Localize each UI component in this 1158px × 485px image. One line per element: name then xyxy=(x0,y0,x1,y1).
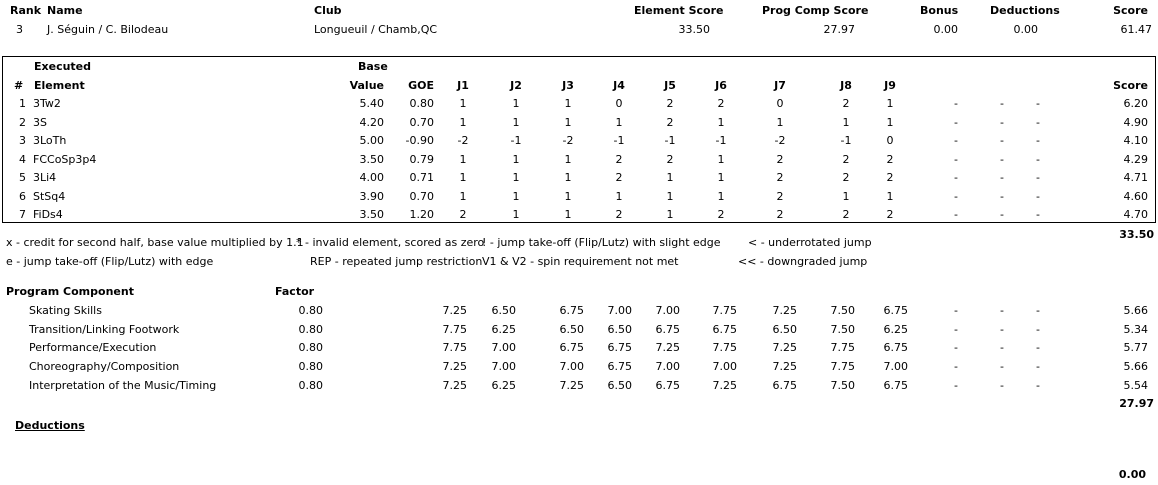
component-score: 5.66 xyxy=(1123,360,1148,374)
element-goe: 1.20 xyxy=(409,208,434,221)
component-judge-j2: 6.25 xyxy=(491,322,516,336)
component-unused-judge: - xyxy=(954,341,958,355)
element-row-number: 3 xyxy=(19,134,26,147)
program-component-header: Program Component xyxy=(6,285,134,298)
component-unused-judge: - xyxy=(954,378,958,392)
legend-slight-edge: ! - jump take-off (Flip/Lutz) with slight edge xyxy=(482,236,721,249)
element-base-value: 4.00 xyxy=(359,171,384,184)
element-judge-j8: 2 xyxy=(842,208,850,221)
element-judge-j5: 2 xyxy=(666,152,674,166)
element-goe: 0.80 xyxy=(409,97,434,110)
component-judge-j3: 6.50 xyxy=(559,322,584,336)
element-judge-j3: 1 xyxy=(564,189,572,203)
component-judge-j4: 6.50 xyxy=(607,322,632,336)
element-base-value: 4.20 xyxy=(359,115,384,129)
judge-header-j5: J5 xyxy=(664,79,676,92)
element-score-col-header: Score xyxy=(1113,79,1148,92)
element-judge-j1: 1 xyxy=(459,189,467,203)
element-name: 3Tw2 xyxy=(33,97,61,110)
element-unused-judge: - xyxy=(954,171,958,184)
element-goe: 0.70 xyxy=(409,189,434,203)
element-unused-judge: - xyxy=(954,97,958,110)
component-judge-j6: 7.75 xyxy=(712,341,737,355)
element-judge-j7: 2 xyxy=(776,152,784,166)
judge-header-j6: J6 xyxy=(715,79,727,92)
component-factor: 0.80 xyxy=(298,304,323,317)
element-base-value: 3.50 xyxy=(359,208,384,221)
element-judge-j9: 1 xyxy=(886,115,894,129)
component-unused-judge: - xyxy=(1000,304,1004,317)
component-judge-j8: 7.50 xyxy=(830,322,855,336)
element-unused-judge: - xyxy=(954,115,958,129)
element-row-number: 1 xyxy=(19,97,26,110)
legend-spin: V1 & V2 - spin requirement not met xyxy=(482,255,679,268)
component-judge-j2: 7.00 xyxy=(491,341,516,355)
element-score: 4.60 xyxy=(1123,189,1148,203)
component-judge-j3: 6.75 xyxy=(559,341,584,355)
component-judge-j9: 6.75 xyxy=(883,304,908,317)
element-judge-j9: 2 xyxy=(886,208,894,221)
element-unused-judge: - xyxy=(1036,152,1040,166)
element-row-number: 5 xyxy=(19,171,26,184)
skater-names: J. Séguin / C. Bilodeau xyxy=(47,23,169,36)
element-score: 4.70 xyxy=(1123,208,1148,221)
element-judge-j2: 1 xyxy=(512,152,520,166)
component-unused-judge: - xyxy=(1036,341,1040,355)
legend-underrotated: < - underrotated jump xyxy=(748,236,872,249)
component-judge-j7: 7.25 xyxy=(772,341,797,355)
judge-header-j7: J7 xyxy=(774,79,786,92)
deductions-header: Deductions xyxy=(990,4,1060,17)
element-total: 33.50 xyxy=(1119,228,1154,241)
element-judge-j5: -1 xyxy=(664,134,676,147)
element-judge-j8: 1 xyxy=(842,115,850,129)
component-judge-j3: 7.25 xyxy=(559,378,584,392)
component-unused-judge: - xyxy=(1036,304,1040,317)
element-judge-j8: -1 xyxy=(840,134,852,147)
component-judge-j4: 6.75 xyxy=(607,341,632,355)
component-score: 5.77 xyxy=(1123,341,1148,355)
element-judge-j3: 1 xyxy=(564,152,572,166)
element-score-value: 33.50 xyxy=(678,23,710,36)
component-judge-j5: 6.75 xyxy=(655,378,680,392)
deductions-value: 0.00 xyxy=(1013,23,1038,36)
element-name: StSq4 xyxy=(33,189,66,203)
element-judge-j9: 1 xyxy=(886,189,894,203)
element-judge-j5: 1 xyxy=(666,189,674,203)
component-judge-j2: 7.00 xyxy=(491,360,516,374)
element-unused-judge: - xyxy=(1036,134,1040,147)
component-judge-j8: 7.50 xyxy=(830,304,855,317)
element-judge-j8: 2 xyxy=(842,152,850,166)
element-unused-judge: - xyxy=(954,152,958,166)
element-judge-j4: 2 xyxy=(615,171,623,184)
legend-invalid: * - invalid element, scored as zero xyxy=(296,236,485,249)
component-unused-judge: - xyxy=(1000,341,1004,355)
element-judge-j1: 1 xyxy=(459,97,467,110)
element-judge-j1: 2 xyxy=(459,208,467,221)
element-unused-judge: - xyxy=(1000,208,1004,221)
component-judge-j1: 7.25 xyxy=(442,378,467,392)
element-judge-j5: 2 xyxy=(666,97,674,110)
element-name: FCCoSp3p4 xyxy=(33,152,97,166)
club-header: Club xyxy=(314,4,342,17)
element-judge-j7: 2 xyxy=(776,171,784,184)
element-judge-j7: 2 xyxy=(776,189,784,203)
element-name: FiDs4 xyxy=(33,208,63,221)
element-unused-judge: - xyxy=(1000,152,1004,166)
element-name: 3S xyxy=(33,115,47,129)
component-judge-j6: 7.00 xyxy=(712,360,737,374)
element-unused-judge: - xyxy=(1000,115,1004,129)
goe-header: GOE xyxy=(408,79,434,92)
element-judge-j4: -1 xyxy=(613,134,625,147)
component-judge-j7: 7.25 xyxy=(772,360,797,374)
component-judge-j1: 7.25 xyxy=(442,360,467,374)
component-judge-j4: 6.50 xyxy=(607,378,632,392)
element-judge-j2: 1 xyxy=(512,208,520,221)
legend-edge: e - jump take-off (Flip/Lutz) with edge xyxy=(6,255,214,268)
component-judge-j6: 7.75 xyxy=(712,304,737,317)
component-judge-j9: 6.75 xyxy=(883,341,908,355)
element-judge-j7: 1 xyxy=(776,115,784,129)
element-judge-j8: 2 xyxy=(842,171,850,184)
component-judge-j9: 6.25 xyxy=(883,322,908,336)
element-judge-j9: 1 xyxy=(886,97,894,110)
element-score: 4.90 xyxy=(1123,115,1148,129)
element-judge-j3: 1 xyxy=(564,171,572,184)
element-unused-judge: - xyxy=(1036,189,1040,203)
element-judge-j6: 1 xyxy=(717,171,725,184)
element-judge-j5: 1 xyxy=(666,208,674,221)
component-unused-judge: - xyxy=(954,360,958,374)
component-name: Transition/Linking Footwork xyxy=(29,322,180,336)
prog-comp-score-header: Prog Comp Score xyxy=(762,4,869,17)
component-judge-j7: 7.25 xyxy=(772,304,797,317)
element-row-number: 4 xyxy=(19,152,26,166)
component-judge-j5: 7.00 xyxy=(655,360,680,374)
component-judge-j5: 7.00 xyxy=(655,304,680,317)
element-judge-j4: 1 xyxy=(615,115,623,129)
component-name: Performance/Execution xyxy=(29,341,157,355)
element-judge-j3: 1 xyxy=(564,208,572,221)
hash-header: # xyxy=(14,79,24,92)
component-unused-judge: - xyxy=(1000,322,1004,336)
element-judge-j6: 1 xyxy=(717,189,725,203)
base-header: Base xyxy=(358,60,388,73)
component-judge-j9: 6.75 xyxy=(883,378,908,392)
element-judge-j3: 1 xyxy=(564,97,572,110)
component-factor: 0.80 xyxy=(298,322,323,336)
component-unused-judge: - xyxy=(954,304,958,317)
element-judge-j4: 2 xyxy=(615,208,623,221)
element-goe: 0.71 xyxy=(409,171,434,184)
component-judge-j4: 6.75 xyxy=(607,360,632,374)
element-unused-judge: - xyxy=(1036,208,1040,221)
component-score: 5.54 xyxy=(1123,378,1148,392)
element-base-value: 3.90 xyxy=(359,189,384,203)
component-score: 5.66 xyxy=(1123,304,1148,317)
component-judge-j8: 7.75 xyxy=(830,341,855,355)
component-judge-j7: 6.75 xyxy=(772,378,797,392)
component-judge-j3: 6.75 xyxy=(559,304,584,317)
component-score: 5.34 xyxy=(1123,322,1148,336)
element-judge-j3: 1 xyxy=(564,115,572,129)
component-judge-j6: 6.75 xyxy=(712,322,737,336)
component-judge-j7: 6.50 xyxy=(772,322,797,336)
element-unused-judge: - xyxy=(1036,171,1040,184)
element-judge-j1: 1 xyxy=(459,152,467,166)
element-judge-j2: 1 xyxy=(512,171,520,184)
element-header: Element xyxy=(34,79,85,92)
judge-header-j9: J9 xyxy=(884,79,896,92)
element-judge-j2: -1 xyxy=(510,134,522,147)
element-judge-j7: 0 xyxy=(776,97,784,110)
element-name: 3LoTh xyxy=(33,134,67,147)
component-unused-judge: - xyxy=(1000,360,1004,374)
judge-header-j8: J8 xyxy=(840,79,852,92)
component-judge-j2: 6.25 xyxy=(491,378,516,392)
component-judge-j4: 7.00 xyxy=(607,304,632,317)
component-judge-j6: 7.25 xyxy=(712,378,737,392)
component-factor: 0.80 xyxy=(298,360,323,374)
component-factor: 0.80 xyxy=(298,341,323,355)
component-name: Interpretation of the Music/Timing xyxy=(29,378,217,392)
component-unused-judge: - xyxy=(1036,378,1040,392)
element-base-value: 3.50 xyxy=(359,152,384,166)
element-score: 4.71 xyxy=(1123,171,1148,184)
element-judge-j9: 0 xyxy=(886,134,894,147)
element-score: 4.29 xyxy=(1123,152,1148,166)
component-judge-j8: 7.75 xyxy=(830,360,855,374)
element-unused-judge: - xyxy=(1036,97,1040,110)
element-unused-judge: - xyxy=(1000,189,1004,203)
element-judge-j6: 2 xyxy=(717,208,725,221)
rank-header: Rank xyxy=(10,4,42,17)
element-row-number: 6 xyxy=(19,189,26,203)
factor-header: Factor xyxy=(275,285,315,298)
component-total: 27.97 xyxy=(1119,397,1154,410)
element-judge-j8: 2 xyxy=(842,97,850,110)
element-unused-judge: - xyxy=(954,189,958,203)
element-judge-j9: 2 xyxy=(886,152,894,166)
element-unused-judge: - xyxy=(1000,134,1004,147)
executed-header: Executed xyxy=(34,60,92,73)
element-goe: 0.70 xyxy=(409,115,434,129)
total-score-header: Score xyxy=(1113,4,1148,17)
component-judge-j3: 7.00 xyxy=(559,360,584,374)
judge-header-j1: J1 xyxy=(457,79,469,92)
legend-rep: REP - repeated jump restriction xyxy=(310,255,483,268)
element-judge-j4: 1 xyxy=(615,189,623,203)
element-unused-judge: - xyxy=(954,134,958,147)
component-factor: 0.80 xyxy=(298,378,323,392)
element-judge-j9: 2 xyxy=(886,171,894,184)
component-judge-j2: 6.50 xyxy=(491,304,516,317)
name-header: Name xyxy=(47,4,83,17)
element-judge-j2: 1 xyxy=(512,115,520,129)
component-judge-j1: 7.25 xyxy=(442,304,467,317)
total-score-value: 61.47 xyxy=(1120,23,1152,36)
element-base-value: 5.40 xyxy=(359,97,384,110)
component-judge-j8: 7.50 xyxy=(830,378,855,392)
element-goe: -0.90 xyxy=(405,134,434,147)
component-judge-j5: 7.25 xyxy=(655,341,680,355)
bonus-header: Bonus xyxy=(920,4,959,17)
element-judge-j8: 1 xyxy=(842,189,850,203)
element-row-number: 2 xyxy=(19,115,26,129)
component-judge-j9: 7.00 xyxy=(883,360,908,374)
element-goe: 0.79 xyxy=(409,152,434,166)
element-name: 3Li4 xyxy=(33,171,57,184)
judge-header-j4: J4 xyxy=(613,79,625,92)
club-value: Longueuil / Chamb,QC xyxy=(314,23,438,36)
legend-downgraded: << - downgraded jump xyxy=(738,255,868,268)
component-unused-judge: - xyxy=(1000,378,1004,392)
element-base-value: 5.00 xyxy=(359,134,384,147)
element-judge-j2: 1 xyxy=(512,189,520,203)
deductions-total: 0.00 xyxy=(1118,468,1146,481)
bonus-value: 0.00 xyxy=(933,23,958,36)
judge-header-j2: J2 xyxy=(510,79,522,92)
element-judge-j1: 1 xyxy=(459,171,467,184)
element-row-number: 7 xyxy=(19,208,26,221)
element-score: 6.20 xyxy=(1123,97,1148,110)
component-judge-j1: 7.75 xyxy=(442,341,467,355)
element-unused-judge: - xyxy=(954,208,958,221)
element-score-header: Element Score xyxy=(634,4,724,17)
element-judge-j1: 1 xyxy=(459,115,467,129)
legend-x: x - credit for second half, base value multiplied by 1.1 xyxy=(6,236,304,249)
element-judge-j3: -2 xyxy=(562,134,574,147)
component-name: Skating Skills xyxy=(29,304,102,317)
prog-comp-score-value: 27.97 xyxy=(823,23,855,36)
element-judge-j7: 2 xyxy=(776,208,784,221)
component-unused-judge: - xyxy=(954,322,958,336)
component-judge-j5: 6.75 xyxy=(655,322,680,336)
element-judge-j6: 1 xyxy=(717,115,725,129)
element-judge-j5: 2 xyxy=(666,115,674,129)
component-unused-judge: - xyxy=(1036,360,1040,374)
deductions-label: Deductions xyxy=(15,419,85,432)
element-judge-j1: -2 xyxy=(457,134,469,147)
element-judge-j6: 2 xyxy=(717,97,725,110)
element-score: 4.10 xyxy=(1123,134,1148,147)
element-judge-j4: 0 xyxy=(615,97,623,110)
component-name: Choreography/Composition xyxy=(29,360,180,374)
element-judge-j2: 1 xyxy=(512,97,520,110)
element-unused-judge: - xyxy=(1000,171,1004,184)
rank-value: 3 xyxy=(16,23,23,36)
element-judge-j7: -2 xyxy=(774,134,786,147)
element-unused-judge: - xyxy=(1000,97,1004,110)
component-judge-j1: 7.75 xyxy=(442,322,467,336)
element-judge-j4: 2 xyxy=(615,152,623,166)
element-judge-j6: 1 xyxy=(717,152,725,166)
judge-header-j3: J3 xyxy=(562,79,574,92)
element-unused-judge: - xyxy=(1036,115,1040,129)
component-unused-judge: - xyxy=(1036,322,1040,336)
element-judge-j5: 1 xyxy=(666,171,674,184)
value-header: Value xyxy=(349,79,384,92)
element-judge-j6: -1 xyxy=(715,134,727,147)
